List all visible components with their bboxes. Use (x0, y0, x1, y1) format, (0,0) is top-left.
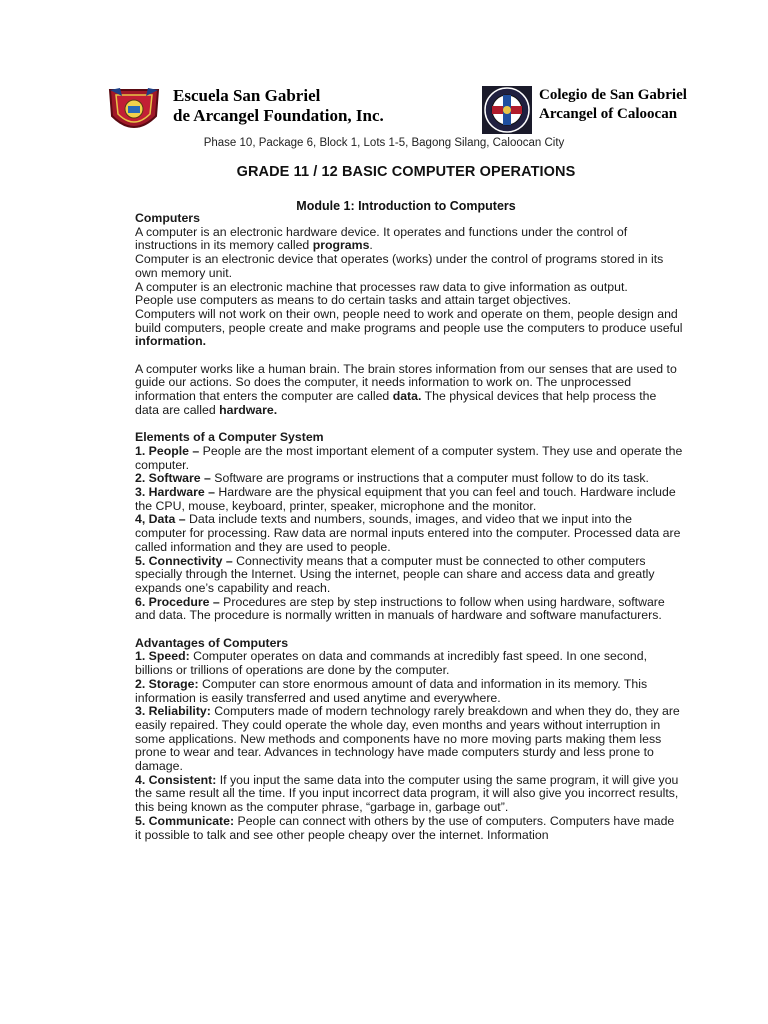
computers-paragraph-5: Computers will not work on their own, people need to work and operate on them, people design and build computers, people create and make programs and people use the computers to produce useful information. (135, 306, 683, 349)
list-item: 5. Communicate: People can connect with others by the use of computers. Computers have made it possible to talk and see other people cheapy over the internet. Information (135, 813, 675, 842)
computers-paragraph-2: Computer is an electronic device that operates (works) under the control of programs stored in its own memory unit. (135, 252, 664, 280)
list-item: 1. Speed: Computer operates on data and commands at incredibly fast speed. In one second, billions or trillions of operations are done by the computer. (135, 649, 647, 678)
left-school-line1: Escuela San Gabriel (173, 86, 321, 105)
advantages-heading: Advantages of Computers (135, 635, 289, 650)
list-item: 2. Software – Software are programs or instructions that a computer must follow to do its task. (135, 471, 649, 486)
list-item: 4. Consistent: If you input the same data into the computer using the same program, it will give you the same result all the time. If you input incorrect data program, it will also give you incorrect results, this being known as the computer phrase, “garbage in, garbage out”. (135, 772, 679, 815)
list-item: 6. Procedure – Procedures are step by step instructions to follow when using hardware, software and data. The procedure is normally written in manuals of hardware and software manufacturers. (135, 594, 665, 623)
right-school-line1: Colegio de San Gabriel (539, 87, 687, 103)
module-content (135, 212, 683, 842)
circular-seal-icon (481, 85, 533, 135)
computers-paragraph-3: A computer is an electronic machine that processes raw data to give information as output. (135, 279, 628, 294)
shield-crest-icon (106, 86, 162, 138)
module-title: Module 1: Introduction to Computers (296, 199, 516, 213)
list-item: 3. Reliability: Computers made of modern technology rarely breakdown and when they do, they are easily repaired. They could operate the whole day, even months and years without interruption in some applications. New methods and components have no more moving parts making them less prone to wear and tear. Advances in technology have made computers sturdy and less prone to damage. (135, 704, 680, 774)
right-school-line2: Arcangel of Caloocan (539, 106, 678, 122)
computers-paragraph-1: A computer is an electronic hardware device. It operates and functions under the control of instructions in its memory called programs. (135, 224, 628, 253)
elements-heading: Elements of a Computer System (135, 430, 324, 445)
list-item: 5. Connectivity – Connectivity means that a computer must be connected to other computers specially through the Internet. Using the internet, people can share and access data and greatly expands one’s capability and reach. (135, 553, 655, 595)
left-school-line2: de Arcangel Foundation, Inc. (173, 106, 384, 125)
list-item: 3. Hardware – Hardware are the physical equipment that you can feel and touch. Hardware include the CPU, mouse, keyboard, printer, speaker, microphone and the monitor. (135, 485, 676, 513)
computers-heading: Computers (135, 211, 200, 225)
document-title: GRADE 11 / 12 BASIC COMPUTER OPERATIONS (236, 164, 576, 180)
computers-paragraph-6: A computer works like a human brain. The brain stores information from our senses that are used to guide our actions. So does the computer, it needs information to work on. The unprocessed information that enters the computer are called data. The physical devices that help process the data are called hardware. (135, 361, 677, 417)
school-address: Phase 10, Package 6, Block 1, Lots 1-5, Bagong Silang, Caloocan City (203, 137, 565, 149)
list-item: 1. People – People are the most important element of a computer system. They use and operate the computer. (135, 443, 683, 472)
list-item: 4, Data – Data include texts and numbers, sounds, images, and video that we input into the computer for processing. Raw data are normal inputs entered into the computer. Processed data are called information and they are used to people. (135, 512, 681, 554)
right-school-name (539, 86, 687, 124)
left-school-name (173, 86, 384, 126)
computers-paragraph-4: People use computers as means to do certain tasks and attain target objectives. (135, 293, 572, 308)
list-item: 2. Storage: Computer can store enormous amount of data and information in its memory. This information is easily transferred and used anytime and everywhere. (135, 676, 648, 705)
